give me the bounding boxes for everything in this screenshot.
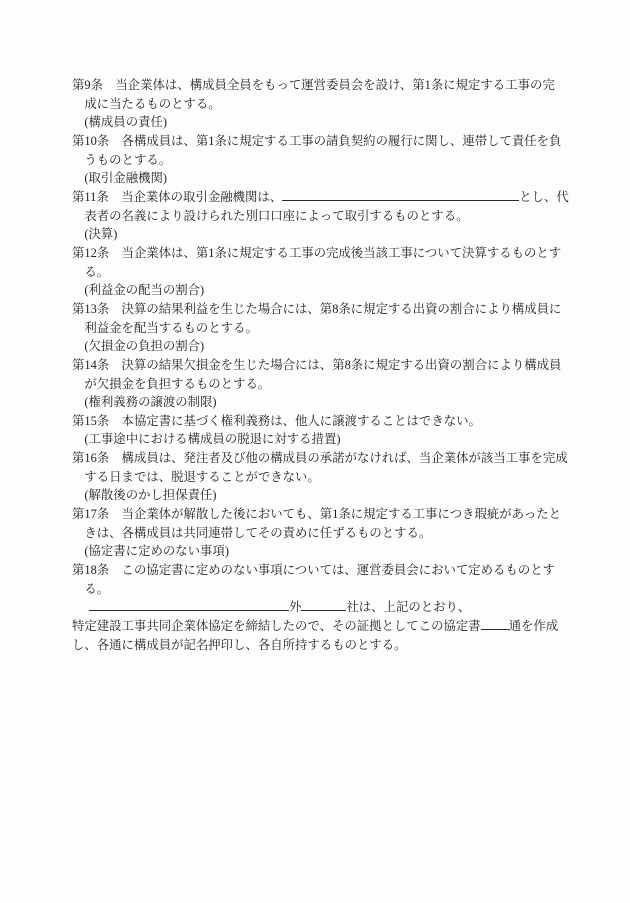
- caption-member-responsibility: [72, 113, 558, 132]
- article-16-line-2: [72, 468, 558, 487]
- caption-withdrawal-measures: [72, 430, 558, 449]
- article-9-line-1: [72, 76, 558, 95]
- text-run: 第11条 当企業体の取引金融機関は、: [72, 189, 283, 204]
- text-run: (構成員の責任): [84, 115, 167, 130]
- article-10-line-2: [72, 151, 558, 170]
- article-18-line-2: [72, 580, 558, 599]
- text-run: (工事途中における構成員の脱退に対する措置): [84, 432, 341, 447]
- text-run: 通を作成: [508, 619, 559, 634]
- text-run: 外: [289, 600, 302, 615]
- text-run: (欠損金の負担の割合): [84, 339, 205, 354]
- fill-in-blank: [282, 200, 519, 201]
- text-run: とし、代: [519, 189, 569, 204]
- article-12-line-2: [72, 263, 558, 282]
- article-14-line-2: [72, 375, 558, 394]
- article-10-line-1: [72, 132, 562, 151]
- article-13-line-2: [72, 319, 558, 338]
- article-15-line-1: [72, 412, 558, 431]
- signature-parties-line: [72, 598, 558, 617]
- article-13-line-1: [72, 300, 562, 319]
- article-9-line-2: [72, 95, 558, 114]
- fill-in-blank: [301, 610, 346, 611]
- text-run: 第14条 決算の結果欠損金を生じた場合には、第8条に規定する出資の割合により構成員: [72, 357, 562, 372]
- article-17-line-2: [72, 524, 558, 543]
- text-run: 特定建設工事共同企業体協定を締結したので、その証拠としてこの協定書: [72, 619, 481, 634]
- text-run: (権利義務の譲渡の制限): [84, 395, 217, 410]
- text-run: 第18条 この協定書に定めのない事項については、運営委員会において定めるものとす: [72, 563, 555, 578]
- article-16-line-1: [72, 449, 568, 468]
- caption-loss-burden: [72, 337, 558, 356]
- article-11-line-2: [72, 207, 558, 226]
- text-run: る。: [84, 264, 110, 279]
- text-run: 第10条 各構成員は、第1条に規定する工事の請負契約の履行に関し、連帯して責任を負: [72, 133, 562, 148]
- text-run: 第17条 当企業体が解散した後においても、第1条に規定する工事につき瑕疵があったと: [72, 507, 562, 522]
- closing-line-1: [72, 617, 558, 636]
- text-run: 成に当たるものとする。: [84, 96, 221, 111]
- article-17-line-1: [72, 505, 562, 524]
- text-run: 表者の名義により設けられた別口口座によって取引するものとする。: [84, 208, 469, 223]
- text-run: (解散後のかし担保責任): [84, 488, 217, 503]
- article-12-line-1: [72, 244, 562, 263]
- text-run: (協定書に定めのない事項): [84, 544, 229, 559]
- text-run: 第12条 当企業体は、第1条に規定する工事の完成後当該工事について決算するものとす: [72, 245, 562, 260]
- article-18-line-1: [72, 561, 558, 580]
- caption-defect-liability: [72, 486, 558, 505]
- text-run: うものとする。: [84, 152, 172, 167]
- caption-settlement: [72, 225, 558, 244]
- caption-profit-distribution: [72, 281, 558, 300]
- text-run: きは、各構成員は共同連帯してその責めに任ずるものとする。: [84, 525, 432, 540]
- caption-unstipulated-matters: [72, 542, 558, 561]
- text-run: 第15条 本協定書に基づく権利義務は、他人に譲渡することはできない。: [72, 413, 481, 428]
- text-run: (取引金融機関): [84, 171, 167, 186]
- text-run: 第16条 構成員は、発注者及び他の構成員の承諾がなければ、当企業体が該当工事を完成: [72, 451, 568, 466]
- text-run: 社は、上記のとおり、: [346, 600, 471, 615]
- text-run: 第13条 決算の結果利益を生じた場合には、第8条に規定する出資の割合により構成員に: [72, 301, 562, 316]
- text-run: が欠損金を負担するものとする。: [84, 376, 271, 391]
- fill-in-blank: [89, 610, 289, 611]
- text-run: (利益金の配当の割合): [84, 283, 205, 298]
- caption-transfer-restriction: [72, 393, 558, 412]
- text-run: する日までは、脱退することができない。: [84, 469, 320, 484]
- text-run: (決算): [84, 227, 118, 242]
- text-run: 第9条 当企業体は、構成員全員をもって運営委員会を設け、第1条に規定する工事の完: [72, 78, 555, 92]
- caption-bank: [72, 169, 558, 188]
- article-14-line-1: [72, 356, 562, 375]
- agreement-text: [72, 76, 569, 654]
- text-run: る。: [84, 581, 110, 596]
- text-run: し、各通に構成員が記名押印し、各自所持するものとする。: [72, 637, 407, 652]
- text-run: 利益金を配当するものとする。: [84, 320, 258, 335]
- fill-in-blank: [481, 629, 509, 630]
- article-11-line-1: [72, 188, 569, 207]
- closing-line-2: [72, 636, 558, 655]
